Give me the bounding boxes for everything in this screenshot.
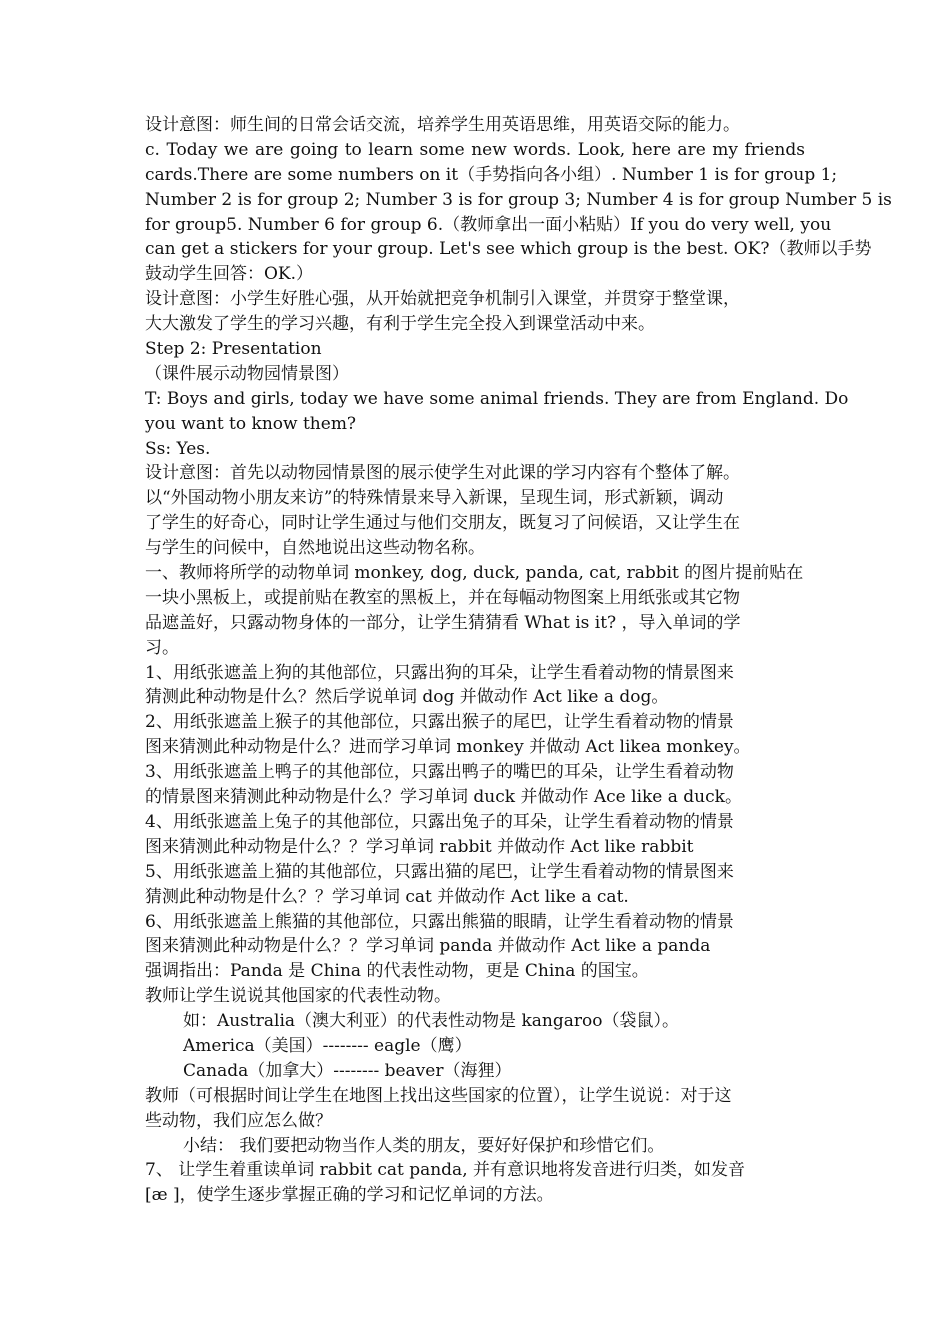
example-line: Canada（加拿大）-------- beaver（海狸） bbox=[183, 1060, 512, 1081]
text-line: 图来猜测此种动物是什么？？学习单词 panda 并做动作 Act like a panda bbox=[145, 936, 711, 957]
list-item: 4、用纸张遮盖上兔子的其他部位，只露出兔子的耳朵，让学生看着动物的情景 bbox=[145, 811, 734, 832]
text-line: 鼓动学生回答：OK.） bbox=[145, 264, 314, 285]
text-line: Ss: Yes. bbox=[145, 438, 211, 459]
text-line: 图来猜测此种动物是什么？进而学习单词 monkey 并做动 Act likea monkey。 bbox=[145, 737, 751, 758]
text-line: 些动物，我们应怎么做？ bbox=[145, 1110, 332, 1131]
list-item: 7、 让学生着重读单词 rabbit cat panda, 并有意识地将发音进行归类，如发音 bbox=[145, 1160, 746, 1181]
list-item: 3、用纸张遮盖上鸭子的其他部位，只露出鸭子的嘴巴的耳朵，让学生看着动物 bbox=[145, 762, 734, 783]
text-line: Number 2 is for group 2; Number 3 is for group 3; Number 4 is for group Number 5 is bbox=[145, 189, 892, 210]
text-line: for group5. Number 6 for group 6.（教师拿出一面小粘贴）If you do very well, you bbox=[145, 214, 832, 235]
text-line: 习。 bbox=[145, 637, 179, 658]
text-line: cards.There are some numbers on it（手势指向各小组）. Number 1 is for group 1; bbox=[145, 164, 838, 185]
text-line: 猜测此种动物是什么？？学习单词 cat 并做动作 Act like a cat. bbox=[145, 886, 629, 907]
text-line: 强调指出：Panda 是 China 的代表性动物，更是 China 的国宝。 bbox=[145, 961, 649, 982]
list-item: 6、用纸张遮盖上熊猫的其他部位，只露出熊猫的眼睛，让学生看着动物的情景 bbox=[145, 911, 734, 932]
text-line: 以“外国动物小朋友来访”的特殊情景来导入新课，呈现生词，形式新颖，调动 bbox=[145, 488, 724, 509]
text-line: 猜测此种动物是什么？然后学说单词 dog 并做动作 Act like a dog。 bbox=[145, 687, 669, 708]
text-line: 图来猜测此种动物是什么？？学习单词 rabbit 并做动作 Act like rabbit bbox=[145, 836, 694, 857]
document-body bbox=[145, 113, 892, 1208]
text-line: can get a stickers for your group. Let's see which group is the best. OK?（教师以手势 bbox=[145, 239, 872, 260]
example-line: 如：Australia（澳大利亚）的代表性动物是 kangaroo（袋鼠）。 bbox=[183, 1011, 679, 1032]
text-line: 与学生的问候中，自然地说出这些动物名称。 bbox=[145, 538, 485, 559]
text-line: 一块小黑板上，或提前贴在教室的黑板上，并在每幅动物图案上用纸张或其它物 bbox=[145, 587, 740, 608]
text-line: 教师（可根据时间让学生在地图上找出这些国家的位置），让学生说说：对于这 bbox=[145, 1085, 732, 1106]
text-line: 大大激发了学生的学习兴趣，有利于学生完全投入到课堂活动中来。 bbox=[145, 314, 655, 335]
list-item: 1、用纸张遮盖上狗的其他部位，只露出狗的耳朵，让学生看着动物的情景图来 bbox=[145, 662, 734, 683]
text-line: c. Today we are going to learn some new words. Look, here are my friends bbox=[145, 139, 805, 160]
design-intent-2: 设计意图：小学生好胜心强，从开始就把竞争机制引入课堂，并贯穿于整堂课， bbox=[145, 289, 740, 310]
design-intent-1: 设计意图：师生间的日常会话交流，培养学生用英语思维，用英语交际的能力。 bbox=[145, 115, 740, 135]
summary-line: 小结： 我们要把动物当作人类的朋友，要好好保护和珍惜它们。 bbox=[183, 1135, 665, 1156]
text-line: 的情景图来猜测此种动物是什么？学习单词 duck 并做动作 Ace like a duck。 bbox=[145, 787, 742, 808]
text-line: [æ ]，使学生逐步掌握正确的学习和记忆单词的方法。 bbox=[145, 1185, 554, 1206]
text-line: 教师让学生说说其他国家的代表性动物。 bbox=[145, 986, 451, 1007]
text-line: you want to know them? bbox=[145, 413, 357, 434]
step-heading: Step 2: Presentation bbox=[145, 339, 322, 360]
design-intent-3: 设计意图：首先以动物园情景图的展示使学生对此课的学习内容有个整体了解。 bbox=[145, 463, 740, 484]
text-line: （课件展示动物园情景图） bbox=[145, 363, 349, 384]
text-line: 一、教师将所学的动物单词 monkey, dog, duck, panda, cat, rabbit 的图片提前贴在 bbox=[145, 563, 804, 584]
list-item: 5、用纸张遮盖上猫的其他部位，只露出猫的尾巴，让学生看着动物的情景图来 bbox=[145, 861, 734, 882]
text-line: 了学生的好奇心，同时让学生通过与他们交朋友，既复习了问候语，又让学生在 bbox=[145, 513, 740, 534]
example-line: America（美国）-------- eagle（鹰） bbox=[183, 1035, 472, 1056]
list-item: 2、用纸张遮盖上猴子的其他部位，只露出猴子的尾巴，让学生看着动物的情景 bbox=[145, 712, 734, 733]
text-line: T: Boys and girls, today we have some animal friends. They are from England. Do bbox=[145, 388, 849, 409]
text-line: 品遮盖好，只露动物身体的一部分，让学生猜猜看 What is it? ，导入单词的学 bbox=[145, 612, 741, 633]
